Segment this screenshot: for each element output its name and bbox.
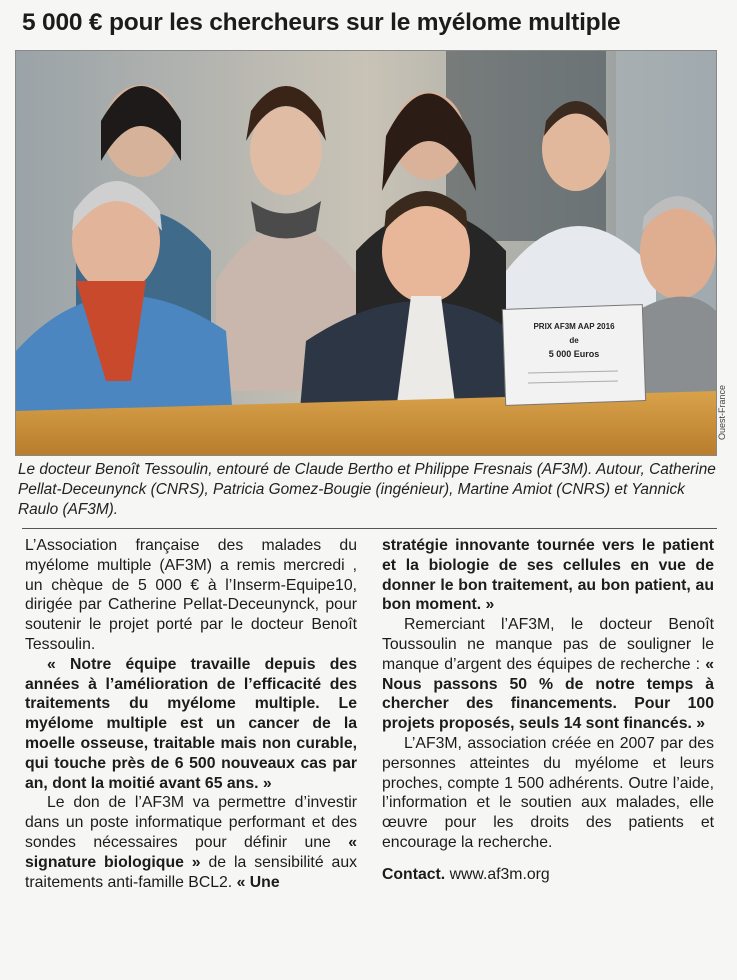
- sign-line1: PRIX AF3M AAP 2016: [533, 322, 615, 331]
- left-paragraph-3: [25, 793, 357, 892]
- group-photo: [15, 50, 717, 456]
- photo-caption: [18, 460, 718, 520]
- left-quote-paragraph: « Notre équipe travaille depuis des années à l’amélioration de l’efficacité des traitements du myélome multiple. Le myélome multiple est un cancer de la moelle osseuse, traitable mais non curable, qui touche près de 6 500 nouveaux cas par an, dont la moitié avant 65 ans. »: [25, 655, 357, 792]
- contact-url[interactable]: www.af3m.org: [445, 865, 550, 883]
- left-p3-signature: « signature biologique »: [25, 833, 357, 871]
- article-headline: 5 000 € pour les chercheurs sur le myélome multiple: [22, 9, 621, 36]
- left-p3-text-a: Le don de l’AF3M va permettre d’investir dans un poste informatique performant et des sondes nécessaires pour définir une: [25, 794, 357, 851]
- contact-label: Contact.: [382, 865, 446, 883]
- sign-line3: 5 000 Euros: [548, 349, 600, 359]
- left-p3-quote-start: « Une: [236, 873, 280, 891]
- right-p2-quote: « Nous passons 50 % de notre temps à chercher des financements. Pour 100 projets proposés, seuls 14 sont financés. »: [382, 655, 714, 733]
- photo-credit: Ouest-France: [717, 384, 727, 440]
- article-column-right: [382, 536, 714, 885]
- right-p2-text: Remerciant l’AF3M, le docteur Benoît Toussoulin ne manque pas de souligner le manque d’argent des équipes de recherche :: [382, 616, 714, 673]
- left-p3-text-c: de la sensibilité aux traitements anti-famille BCL2.: [25, 853, 357, 891]
- photo-illustration: [16, 51, 716, 455]
- left-paragraph-1: L’Association française des malades du myélome multiple (AF3M) a remis mercredi , un chèque de 5 000 € à l’Inserm-Equipe10, dirigée par Catherine Pellat-Deceunynck, pour soutenir le projet porté par le docteur Benoît Tessoulin.: [25, 537, 357, 653]
- right-quote-continued: stratégie innovante tournée vers le patient et la biologie de ses cellules en vue de donner le bon traitement, au bon patient, au bon moment. »: [382, 537, 714, 614]
- article-column-left: [25, 536, 357, 892]
- sign-line2: de: [569, 336, 579, 345]
- divider: [22, 528, 717, 529]
- right-paragraph-2: [382, 615, 714, 734]
- right-paragraph-3: L’AF3M, association créée en 2007 par des personnes atteintes du myélome et leurs proches, compte 1 500 adhérents. Outre l’aide, l’information et le soutien aux malades, elle œuvre pour les droits des patients et encourage la recherche.: [382, 734, 714, 851]
- caption-text: Le docteur Benoît Tessoulin, entouré de Claude Bertho et Philippe Fresnais (AF3M). Autour, Catherine Pellat-Deceunynck (CNRS), Patricia Gomez-Bougie (ingénieur), Martine Amiot (CNRS) et Yannick Raulo (AF3M).: [18, 461, 716, 518]
- contact-line: [382, 865, 714, 885]
